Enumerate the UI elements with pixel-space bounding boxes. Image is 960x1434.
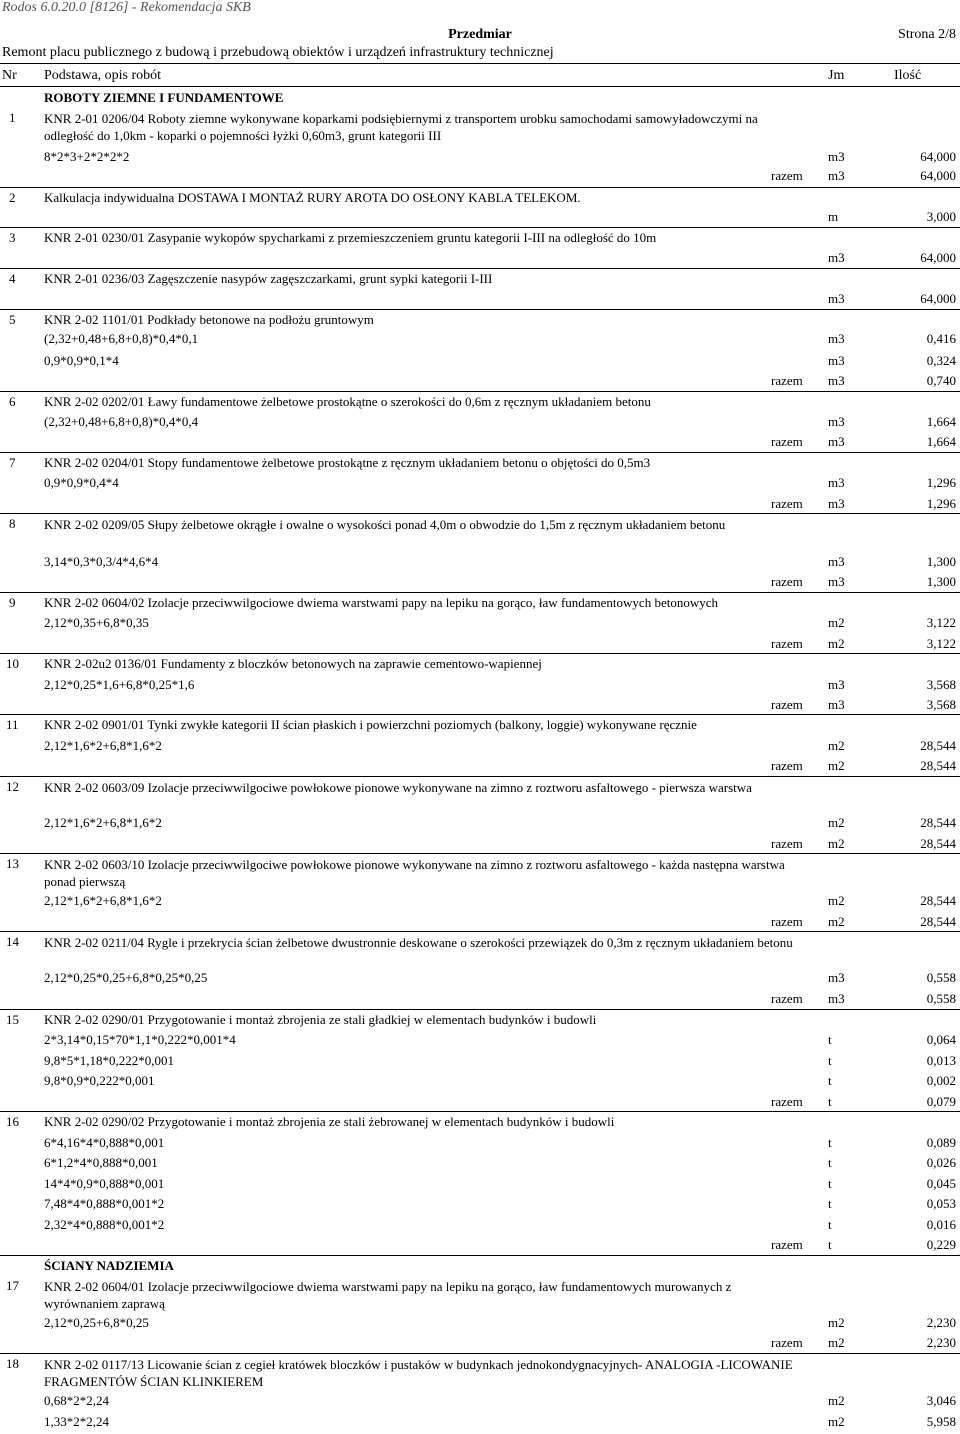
unit: t (828, 1155, 832, 1170)
unit: t (828, 1032, 832, 1047)
section-heading-row (0, 90, 960, 110)
row-separator (0, 653, 960, 654)
item-description: KNR 2-02u2 0136/01 Fundamenty z bloczków betonowych na zaprawie cementowo-wapiennej (44, 656, 542, 671)
quantity: 64,000 (920, 149, 956, 164)
calculation-row (0, 738, 960, 758)
calculation-formula: 2*3,14*0,15*70*1,1*0,222*0,001*4 (44, 1032, 236, 1047)
row-separator (0, 513, 960, 514)
item-row (0, 516, 960, 536)
item-row (0, 271, 960, 291)
calculation-formula: 0,9*0,9*0,4*4 (44, 475, 119, 490)
calculation-row (0, 1315, 960, 1335)
item-row (0, 190, 960, 210)
total-label: razem (771, 373, 803, 388)
calculation-row (0, 353, 960, 373)
total-quantity: 1,664 (926, 434, 956, 449)
unit: m2 (828, 893, 845, 908)
total-label: razem (771, 697, 803, 712)
page-number: Strona 2/8 (898, 27, 956, 42)
quantity: 1,296 (926, 475, 956, 490)
section-heading: ŚCIANY NADZIEMIA (44, 1258, 174, 1273)
item-number: 15 (6, 1012, 19, 1027)
unit: t (828, 1217, 832, 1232)
item-description: KNR 2-01 0230/01 Zasypanie wykopów spycharkami z przemieszczeniem gruntu kategorii I-III na odległość do 10m (44, 230, 657, 245)
unit: m2 (828, 1393, 845, 1408)
total-quantity: 28,544 (920, 914, 956, 929)
item-number: 4 (9, 271, 16, 286)
total-label: razem (771, 168, 803, 183)
item-description: KNR 2-01 0236/03 Zagęszczenie nasypów zagęszczarkami, grunt sypki kategorii I-III (44, 271, 493, 286)
row-separator (0, 592, 960, 593)
calculation-formula: 1,33*2*2,24 (44, 1414, 109, 1429)
total-row (0, 434, 960, 454)
unit: m3 (828, 434, 845, 449)
calculation-formula: 2,12*0,35+6,8*0,35 (44, 615, 149, 630)
total-quantity: 0,740 (926, 373, 956, 388)
calculation-formula: 2,12*1,6*2+6,8*1,6*2 (44, 815, 162, 830)
item-number: 14 (6, 934, 19, 949)
item-number: 11 (6, 717, 19, 732)
calculation-formula: 0,9*0,9*0,1*4 (44, 353, 119, 368)
calculation-formula: 6*4,16*4*0,888*0,001 (44, 1135, 165, 1150)
quantity: 28,544 (920, 738, 956, 753)
row-separator (0, 714, 960, 715)
row-separator (0, 1111, 960, 1112)
item-number: 17 (6, 1278, 19, 1293)
item-number: 18 (6, 1356, 19, 1371)
calculation-row (0, 554, 960, 574)
item-row (0, 312, 960, 332)
quantity: 0,416 (926, 331, 956, 346)
row-separator (0, 452, 960, 453)
calculation-row (0, 1196, 960, 1216)
quantity: 3,568 (926, 677, 956, 692)
unit: m2 (828, 1414, 845, 1429)
calculation-row (0, 1176, 960, 1196)
item-number: 16 (6, 1114, 19, 1129)
item-description: KNR 2-02 0603/10 Izolacje przeciwwilgociwe powłokowe pionowe wykonywane na zimno z roztworu asfaltowego - każda następna warstwa ponad pierwszą (44, 857, 785, 889)
calculation-row (0, 414, 960, 434)
total-quantity: 0,079 (926, 1094, 956, 1109)
unit: m3 (828, 697, 845, 712)
unit: t (828, 1053, 832, 1068)
calculation-row (0, 1414, 960, 1434)
row-separator (0, 1353, 960, 1354)
item-row (0, 856, 960, 889)
unit: m3 (828, 149, 845, 164)
total-row (0, 168, 960, 188)
item-number: 9 (9, 595, 16, 610)
unit: m3 (828, 331, 845, 346)
item-description: KNR 2-02 0117/13 Licowanie ścian z cegieł kratówek bloczków i pustaków w budynkach jednokondygnacyjnych- ANALOGIA -LICOWANIE FRAGMENTÓW ŚCIAN KLINKIEREM (44, 1357, 793, 1389)
calculation-formula: 9,8*5*1,18*0,222*0,001 (44, 1053, 174, 1068)
item-description: KNR 2-02 0604/02 Izolacje przeciwwilgociowe dwiema warstwami papy na lepiku na gorąco, ław fundamentowych betonowych (44, 595, 718, 610)
calculation-row (0, 1135, 960, 1155)
total-label: razem (771, 1237, 803, 1252)
quantity: 1,300 (926, 554, 956, 569)
quantity: 0,053 (926, 1196, 956, 1211)
column-header-description: Podstawa, opis robót (44, 68, 162, 83)
section-heading-row (0, 1258, 960, 1278)
row-separator (0, 1255, 960, 1256)
unit: m2 (828, 914, 845, 929)
item-description: KNR 2-02 0202/01 Ławy fundamentowe żelbetowe prostokątne o szerokości do 0,6m z ręcznym układaniem betonu (44, 394, 651, 409)
total-quantity: 1,296 (926, 496, 956, 511)
calculation-formula: 2,12*0,25*0,25+6,8*0,25*0,25 (44, 970, 208, 985)
total-row (0, 574, 960, 594)
unit: m3 (828, 970, 845, 985)
total-quantity: 64,000 (920, 168, 956, 183)
total-quantity: 28,544 (920, 758, 956, 773)
quantity: 64,000 (920, 250, 956, 265)
unit: m2 (828, 615, 845, 630)
unit: m2 (828, 815, 845, 830)
item-description: KNR 2-02 0604/01 Izolacje przeciwwilgociowe dwiema warstwami papy na lepiku na gorąco, ław fundamentowych murowanych z wyrównaniem zaprawą (44, 1279, 732, 1311)
unit: m3 (828, 414, 845, 429)
calculation-row (0, 970, 960, 990)
quantity: 28,544 (920, 893, 956, 908)
section-heading: ROBOTY ZIEMNE I FUNDAMENTOWE (44, 90, 284, 105)
unit: m2 (828, 758, 845, 773)
item-row (0, 1356, 960, 1389)
unit: m2 (828, 836, 845, 851)
total-label: razem (771, 574, 803, 589)
row-separator (0, 776, 960, 777)
item-description: KNR 2-02 1101/01 Podkłady betonowe na podłożu gruntowym (44, 312, 374, 327)
total-row (0, 991, 960, 1011)
calculation-formula: 8*2*3+2*2*2*2 (44, 149, 130, 164)
item-number: 3 (9, 230, 16, 245)
item-row (0, 656, 960, 676)
item-row (0, 1012, 960, 1032)
calculation-formula: 2,32*4*0,888*0,001*2 (44, 1217, 165, 1232)
calculation-formula: 9,8*0,9*0,222*0,001 (44, 1073, 155, 1088)
unit: t (828, 1135, 832, 1150)
quantity: 3,000 (926, 209, 956, 224)
quantity: 0,089 (926, 1135, 956, 1150)
total-row (0, 1335, 960, 1355)
calculation-formula: 3,14*0,3*0,3/4*4,6*4 (44, 554, 159, 569)
column-header-unit: Jm (828, 68, 845, 83)
item-row (0, 394, 960, 414)
calculation-row (0, 1155, 960, 1175)
total-label: razem (771, 496, 803, 511)
calculation-row (0, 475, 960, 495)
total-quantity: 3,568 (926, 697, 956, 712)
column-header-quantity: Ilość (894, 68, 922, 83)
item-number: 12 (6, 779, 19, 794)
calculation-row (0, 1217, 960, 1237)
total-quantity: 1,300 (926, 574, 956, 589)
calculation-row (0, 291, 960, 311)
item-description: Kalkulacja indywidualna DOSTAWA I MONTAŻ RURY AROTA DO OSŁONY KABLA TELEKOM. (44, 190, 581, 205)
calculation-formula: 2,12*1,6*2+6,8*1,6*2 (44, 738, 162, 753)
total-label: razem (771, 758, 803, 773)
item-row (0, 1278, 960, 1311)
item-row (0, 595, 960, 615)
calculation-row (0, 815, 960, 835)
unit: m2 (828, 636, 845, 651)
unit: m3 (828, 554, 845, 569)
calculation-row (0, 1073, 960, 1093)
quantity: 0,002 (926, 1073, 956, 1088)
item-number: 7 (9, 455, 16, 470)
total-row (0, 1237, 960, 1257)
total-label: razem (771, 636, 803, 651)
unit: m3 (828, 250, 845, 265)
row-separator (0, 391, 960, 392)
row-separator (0, 187, 960, 188)
item-number: 2 (9, 190, 16, 205)
item-row (0, 1114, 960, 1134)
calculation-formula: 6*1,2*4*0,888*0,001 (44, 1155, 158, 1170)
calculation-row (0, 1393, 960, 1413)
total-quantity: 0,229 (926, 1237, 956, 1252)
unit: t (828, 1176, 832, 1191)
quantity: 5,958 (926, 1414, 956, 1429)
unit: t (828, 1196, 832, 1211)
calculation-formula: (2,32+0,48+6,8+0,8)*0,4*0,1 (44, 331, 199, 346)
item-number: 1 (9, 110, 16, 125)
calculation-row (0, 1032, 960, 1052)
total-quantity: 28,544 (920, 836, 956, 851)
item-number: 8 (9, 516, 16, 531)
item-row (0, 230, 960, 250)
quantity: 28,544 (920, 815, 956, 830)
calculation-formula: (2,32+0,48+6,8+0,8)*0,4*0,4 (44, 414, 199, 429)
item-row (0, 717, 960, 737)
document-title: Przedmiar (448, 27, 512, 42)
row-separator (0, 309, 960, 310)
item-description: KNR 2-02 0211/04 Rygle i przekrycia ścian żelbetowe dwustronnie deskowane o szerokości przewiązek do 0,3m z ręcznym układaniem betonu (44, 935, 793, 950)
item-row (0, 455, 960, 475)
item-description: KNR 2-02 0290/02 Przygotowanie i montaż zbrojenia ze stali żebrowanej w elementach budynków i budowli (44, 1114, 615, 1129)
unit: t (828, 1073, 832, 1088)
item-row (0, 779, 960, 799)
unit: t (828, 1237, 832, 1252)
app-title: Rodos 6.0.20.0 [8126] - Rekomendacja SKB (2, 0, 251, 15)
item-number: 6 (9, 394, 16, 409)
item-number: 10 (6, 656, 19, 671)
row-separator (0, 1009, 960, 1010)
quantity: 0,064 (926, 1032, 956, 1047)
quantity: 0,016 (926, 1217, 956, 1232)
quantity: 0,013 (926, 1053, 956, 1068)
quantity: 64,000 (920, 291, 956, 306)
row-separator (0, 268, 960, 269)
unit: m2 (828, 738, 845, 753)
row-separator (0, 227, 960, 228)
total-label: razem (771, 1335, 803, 1350)
total-quantity: 2,230 (926, 1335, 956, 1350)
calculation-formula: 2,12*0,25+6,8*0,25 (44, 1315, 149, 1330)
quantity: 0,324 (926, 353, 956, 368)
unit: m3 (828, 291, 845, 306)
item-number: 5 (9, 312, 16, 327)
calculation-row (0, 209, 960, 229)
total-label: razem (771, 991, 803, 1006)
item-description: KNR 2-02 0204/01 Stopy fundamentowe żelbetowe prostokątne z ręcznym układaniem betonu o objętości do 0,5m3 (44, 455, 651, 470)
quantity: 3,122 (926, 615, 956, 630)
item-description: KNR 2-01 0206/04 Roboty ziemne wykonywane koparkami podsiębiernymi z transportem urobku samochodami samowyładowczymi na odległość do 1,0km - koparki o pojemności łyżki 0,60m3, grunt kategorii III (44, 111, 758, 143)
unit: m3 (828, 991, 845, 1006)
row-separator (0, 853, 960, 854)
total-label: razem (771, 836, 803, 851)
quantity: 3,046 (926, 1393, 956, 1408)
item-description: KNR 2-02 0209/05 Słupy żelbetowe okrągłe i owalne o wysokości ponad 4,0m o obwodzie do 1,5m z ręcznym układaniem betonu (44, 517, 726, 532)
unit: m3 (828, 677, 845, 692)
calculation-row (0, 893, 960, 913)
item-description: KNR 2-02 0603/09 Izolacje przeciwwilgociwe powłokowe pionowe wykonywane na zimno z roztworu asfaltowego - pierwsza warstwa (44, 780, 752, 795)
item-row (0, 934, 960, 954)
total-row (0, 373, 960, 393)
quantity: 0,045 (926, 1176, 956, 1191)
item-description: KNR 2-02 0290/01 Przygotowanie i montaż zbrojenia ze stali gładkiej w elementach budynków i budowli (44, 1012, 597, 1027)
quantity: 0,026 (926, 1155, 956, 1170)
item-row (0, 110, 960, 143)
column-header-nr: Nr (2, 68, 17, 83)
calculation-formula: 7,48*4*0,888*0,001*2 (44, 1196, 165, 1211)
item-description: KNR 2-02 0901/01 Tynki zwykłe kategorii II ścian płaskich i powierzchni poziomych (balkony, loggie) wykonywane ręcznie (44, 717, 697, 732)
calculation-row (0, 677, 960, 697)
calculation-formula: 14*4*0,9*0,888*0,001 (44, 1176, 165, 1191)
unit: m3 (828, 373, 845, 388)
total-label: razem (771, 914, 803, 929)
total-quantity: 3,122 (926, 636, 956, 651)
unit: t (828, 1094, 832, 1109)
unit: m3 (828, 496, 845, 511)
calculation-formula: 2,12*0,25*1,6+6,8*0,25*1,6 (44, 677, 195, 692)
quantity: 0,558 (926, 970, 956, 985)
item-number: 13 (6, 856, 19, 871)
row-separator (0, 931, 960, 932)
unit: m3 (828, 475, 845, 490)
calculation-row (0, 250, 960, 270)
unit: m3 (828, 574, 845, 589)
unit: m (828, 209, 839, 224)
project-title: Remont placu publicznego z budową i przebudową obiektów i urządzeń infrastruktury technicznej (2, 45, 554, 60)
calculation-formula: 0,68*2*2,24 (44, 1393, 109, 1408)
unit: m3 (828, 168, 845, 183)
calculation-formula: 2,12*1,6*2+6,8*1,6*2 (44, 893, 162, 908)
quantity: 1,664 (926, 414, 956, 429)
quantity: 2,230 (926, 1315, 956, 1330)
unit: m2 (828, 1315, 845, 1330)
total-row (0, 758, 960, 778)
total-label: razem (771, 434, 803, 449)
calculation-row (0, 149, 960, 169)
unit: m2 (828, 1335, 845, 1350)
calculation-row (0, 615, 960, 635)
total-label: razem (771, 1094, 803, 1109)
calculation-row (0, 1053, 960, 1073)
total-quantity: 0,558 (926, 991, 956, 1006)
unit: m3 (828, 353, 845, 368)
calculation-row (0, 331, 960, 351)
